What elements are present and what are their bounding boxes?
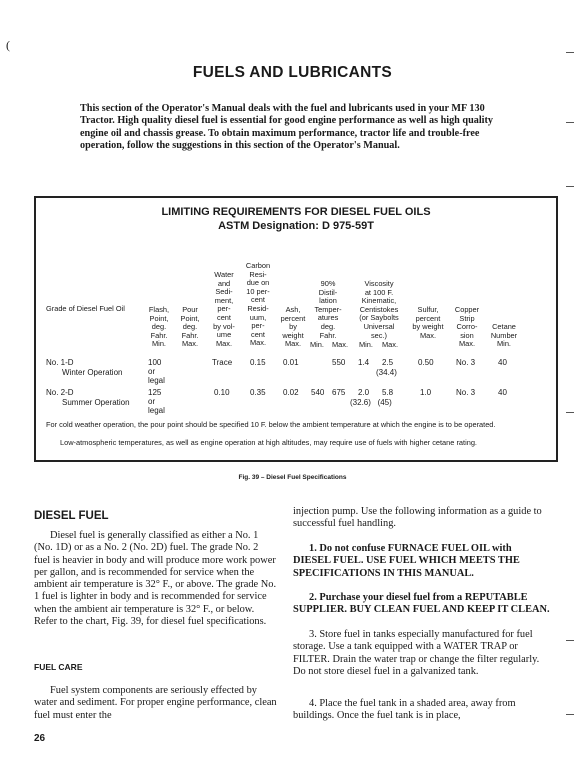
fuel-care-paragraph: Fuel system components are seriously effected by water and sediment. For proper engine performance, clean fuel must enter the bbox=[34, 685, 277, 721]
header-cetane: Cetane Number Min. bbox=[490, 322, 518, 349]
row-ash: 0.01 bbox=[283, 358, 299, 367]
page-title: FUELS AND LUBRICANTS bbox=[192, 64, 393, 81]
row-dist-min: 540 bbox=[311, 388, 325, 397]
row-grade: No. 2-D bbox=[46, 388, 74, 397]
spec-table-title bbox=[34, 205, 558, 233]
row-sulfur: 0.50 bbox=[418, 358, 434, 367]
diesel-fuel-paragraph: Diesel fuel is generally classified as either a No. 1 (No. 1D) or as a No. 2 (No. 2D) fuel. The grade No. 2 fuel is heavier in body and will produce more work power per gallon, and is recommended for service when the ambient air temperature is 32° F., or above. The grade No. 1 fuel is lighter in body and is recommended for service when the ambient air temperature is 32° F., or below. Refer to the chart, Fig. 39, for diesel fuel specifications. bbox=[34, 530, 277, 628]
margin-dash bbox=[566, 52, 574, 53]
row-carbon: 0.35 bbox=[250, 388, 266, 397]
header-grade: Grade of Diesel Fuel Oil bbox=[46, 304, 125, 313]
fuel-tip-1: 1. Do not confuse FURNACE FUEL OIL with DIESEL FUEL. USE FUEL WHICH MEETS THE SPECIFICATIONS IN THIS MANUAL. bbox=[293, 543, 520, 579]
row-water: Trace bbox=[212, 358, 233, 367]
section-heading-diesel-fuel: DIESEL FUEL bbox=[34, 510, 109, 522]
margin-dash bbox=[566, 640, 574, 641]
header-viscosity-max: Max. bbox=[382, 340, 399, 349]
row-water: 0.10 bbox=[214, 388, 230, 397]
header-viscosity-min: Min. bbox=[359, 340, 373, 349]
header-carbon-residue: Carbon Resi- due on 10 per- cent Resid- uum, per- cent Max. bbox=[245, 261, 271, 348]
row-visc-sus: (34.4) bbox=[376, 368, 397, 377]
fuel-tip-2: 2. Purchase your diesel fuel from a REPUTABLE SUPPLIER. BUY CLEAN FUEL AND KEEP IT CLEAN. bbox=[293, 592, 550, 616]
row-visc-max: 2.5 bbox=[382, 358, 394, 367]
header-copper-strip: Copper Strip Corro- sion Max. bbox=[454, 305, 480, 349]
section-heading-fuel-care: FUEL CARE bbox=[34, 662, 83, 672]
row-visc-max: 5.8 bbox=[382, 388, 394, 397]
row-grade: No. 1-D bbox=[46, 358, 74, 367]
row-operation: Summer Operation bbox=[62, 398, 130, 407]
table-note: Low-atmospheric temperatures, as well as engine operation at high altitudes, may require use of fuels with higher cetane rating. bbox=[60, 438, 477, 447]
page-number: 26 bbox=[34, 733, 46, 744]
margin-mark: ( bbox=[6, 38, 10, 52]
row-carbon: 0.15 bbox=[250, 358, 266, 367]
header-distillation: 90% Distil- lation Temper- atures deg. Fahr. bbox=[314, 279, 342, 340]
header-flash-point: Flash, Point, deg. Fahr. Min. bbox=[148, 305, 170, 349]
fuel-tip-4: 4. Place the fuel tank in a shaded area, away from buildings. Once the fuel tank is in place, bbox=[293, 698, 516, 722]
header-pour-point: Pour Point, deg. Fahr. Max. bbox=[180, 305, 200, 349]
margin-dash bbox=[566, 186, 574, 187]
table-note: For cold weather operation, the pour point should be specified 10 F. below the ambient temperature at which the engine is to be operated. bbox=[46, 420, 496, 429]
row-flash: 125 or legal bbox=[148, 388, 165, 415]
margin-dash bbox=[566, 412, 574, 413]
row-visc-min: 2.0 bbox=[358, 388, 370, 397]
header-distillation-min: Min. bbox=[310, 340, 324, 349]
row-copper: No. 3 bbox=[456, 388, 476, 397]
fuel-tip-3: 3. Store fuel in tanks especially manufactured for fuel storage. Use a tank equipped with a WATER TRAP or FILTER. Drain the water trap or change the filter regularly. Do not store diesel fuel in a galvanized tank. bbox=[293, 629, 540, 677]
spec-table-heading: LIMITING REQUIREMENTS FOR DIESEL FUEL OILS bbox=[161, 206, 431, 218]
row-flash: 100 or legal bbox=[148, 358, 165, 385]
row-ash: 0.02 bbox=[283, 388, 299, 397]
fuel-handling-intro: injection pump. Use the following information as a guide to successful fuel handling. bbox=[293, 506, 542, 530]
row-operation: Winter Operation bbox=[62, 368, 123, 377]
figure-caption: Fig. 39 – Diesel Fuel Specifications bbox=[238, 474, 347, 481]
spec-table-designation: ASTM Designation: D 975-59T bbox=[218, 220, 374, 232]
row-dist-max: 550 bbox=[332, 358, 346, 367]
row-visc-sus: (32.6) (45) bbox=[350, 398, 392, 407]
row-cetane: 40 bbox=[498, 358, 507, 367]
row-cetane: 40 bbox=[498, 388, 507, 397]
margin-dash bbox=[566, 122, 574, 123]
header-viscosity: Viscosity at 100 F. Kinematic, Centistokes (or Saybolts Universal sec.) bbox=[359, 279, 399, 340]
row-copper: No. 3 bbox=[456, 358, 476, 367]
header-sulfur: Sulfur, percent by weight Max. bbox=[412, 305, 444, 340]
row-sulfur: 1.0 bbox=[420, 388, 432, 397]
margin-dash bbox=[566, 714, 574, 715]
header-ash: Ash, percent by weight Max. bbox=[280, 305, 306, 349]
row-visc-min: 1.4 bbox=[358, 358, 370, 367]
header-distillation-max: Max. bbox=[332, 340, 349, 349]
row-dist-max: 675 bbox=[332, 388, 346, 397]
header-water-sediment: Water and Sedi- ment, per- cent by vol- ume Max. bbox=[213, 270, 235, 348]
intro-paragraph: This section of the Operator's Manual deals with the fuel and lubricants used in your MF 130 Tractor. High quality diesel fuel is essential for good engine performance as well as high quality engine oil and chassis grease. To obtain maximum performance, tractor life and trouble-free operation, follow the suggestions in this section of the Operator's Manual. bbox=[80, 103, 493, 152]
